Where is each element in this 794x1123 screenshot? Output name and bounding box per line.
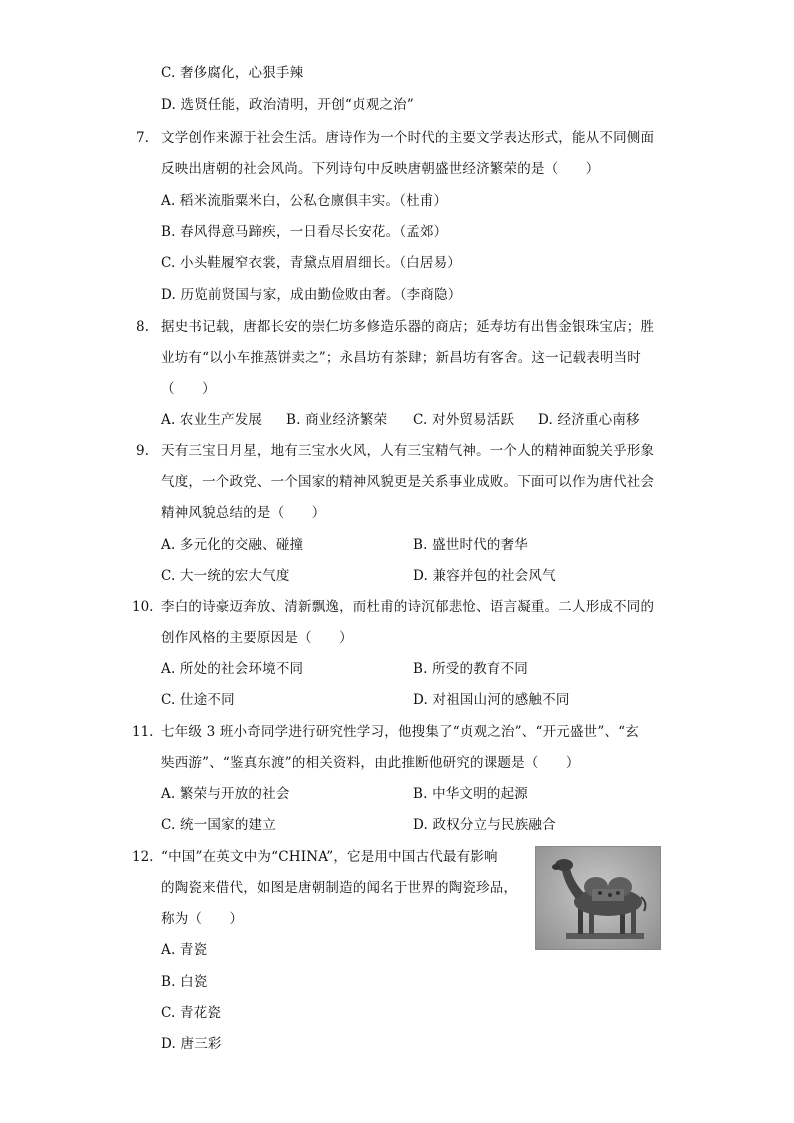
q11-option-d: D. 政权分立与民族融合 bbox=[413, 817, 556, 833]
q7-number: 7. bbox=[136, 130, 149, 146]
q9-option-d: D. 兼容并包的社会风气 bbox=[413, 568, 556, 584]
q11-option-b: B. 中华文明的起源 bbox=[413, 786, 529, 802]
q12-number: 12. bbox=[132, 849, 154, 865]
q7-stem-line1: 文学创作来源于社会生活。唐诗作为一个时代的主要文学表达形式，能从不同侧面 bbox=[161, 130, 655, 146]
q8-stem-line3: （ ） bbox=[161, 381, 216, 397]
q7-option-b: B. 春风得意马蹄疾，一日看尽长安花。（孟郊） bbox=[161, 224, 448, 240]
q12-option-c: C. 青花瓷 bbox=[161, 1005, 222, 1021]
q12-stem-line3: 称为（ ） bbox=[161, 911, 244, 927]
q9-option-c: C. 大一统的宏大气度 bbox=[161, 568, 290, 584]
tang-sancai-camel-image bbox=[535, 846, 661, 950]
q8-option-a: A. 农业生产发展 bbox=[161, 412, 263, 428]
q12-option-a: A. 青瓷 bbox=[161, 942, 208, 958]
q8-number: 8. bbox=[136, 319, 149, 335]
q12-option-d: D. 唐三彩 bbox=[161, 1036, 222, 1052]
q12-stem-line2: 的陶瓷来借代，如图是唐朝制造的闻名于世界的陶瓷珍品， bbox=[161, 880, 518, 896]
q9-stem-line2: 气度，一个政党、一个国家的精神风貌更是关系事业成败。下面可以作为唐代社会 bbox=[161, 474, 655, 490]
q7-option-a: A. 稻米流脂粟米白，公私仓廪俱丰实。（杜甫） bbox=[161, 193, 448, 209]
q8-option-c: C. 对外贸易活跃 bbox=[413, 412, 515, 428]
q8-option-d: D. 经济重心南移 bbox=[538, 412, 640, 428]
q7-stem-line2: 反映出唐朝的社会风尚。下列诗句中反映唐朝盛世经济繁荣的是（ ） bbox=[161, 161, 600, 177]
q7-option-c: C. 小头鞋履窄衣裳，青黛点眉眉细长。（白居易） bbox=[161, 255, 461, 271]
q10-number: 10. bbox=[132, 599, 154, 615]
q10-stem-line1: 李白的诗豪迈奔放、清新飘逸，而杜甫的诗沉郁悲怆、语言凝重。二人形成不同的 bbox=[161, 599, 655, 615]
q8-option-b: B. 商业经济繁荣 bbox=[286, 412, 388, 428]
q11-option-c: C. 统一国家的建立 bbox=[161, 817, 276, 833]
q9-number: 9. bbox=[136, 443, 149, 459]
q9-option-b: B. 盛世时代的奢华 bbox=[413, 537, 529, 553]
q12-option-b: B. 白瓷 bbox=[161, 974, 208, 990]
q7-option-d: D. 历览前贤国与家，成由勤俭败由奢。（李商隐） bbox=[161, 287, 462, 303]
q12-stem-line1: “中国”在英文中为“CHINA”，它是用中国古代最有影响 bbox=[161, 849, 498, 865]
q11-stem-line2: 奘西游”、“鉴真东渡”的相关资料，由此推断他研究的课题是（ ） bbox=[161, 755, 580, 771]
camel-figure-icon bbox=[536, 847, 660, 949]
q8-stem-line2: 业坊有“以小车推蒸饼卖之”；永昌坊有茶肆；新昌坊有客舍。这一记载表明当时 bbox=[161, 350, 642, 366]
q10-option-a: A. 所处的社会环境不同 bbox=[161, 661, 304, 677]
q10-option-c: C. 仕途不同 bbox=[161, 692, 235, 708]
q6-option-d: D. 选贤任能，政治清明，开创“贞观之治” bbox=[161, 97, 414, 113]
q10-stem-line2: 创作风格的主要原因是（ ） bbox=[161, 630, 353, 646]
q6-option-c: C. 奢侈腐化，心狠手辣 bbox=[161, 65, 304, 81]
q11-option-a: A. 繁荣与开放的社会 bbox=[161, 786, 290, 802]
q11-stem-line1: 七年级 3 班小奇同学进行研究性学习，他搜集了“贞观之治”、“开元盛世”、“玄 bbox=[161, 724, 639, 740]
q11-number: 11. bbox=[132, 724, 154, 740]
q8-stem-line1: 据史书记载，唐都长安的崇仁坊多修造乐器的商店；延寿坊有出售金银珠宝店；胜 bbox=[161, 319, 655, 335]
q10-option-d: D. 对祖国山河的感触不同 bbox=[413, 692, 570, 708]
q9-option-a: A. 多元化的交融、碰撞 bbox=[161, 537, 304, 553]
q9-stem-line3: 精神风貌总结的是（ ） bbox=[161, 505, 326, 521]
q10-option-b: B. 所受的教育不同 bbox=[413, 661, 529, 677]
q9-stem-line1: 天有三宝日月星，地有三宝水火风，人有三宝精气神。一个人的精神面貌关乎形象 bbox=[161, 443, 655, 459]
